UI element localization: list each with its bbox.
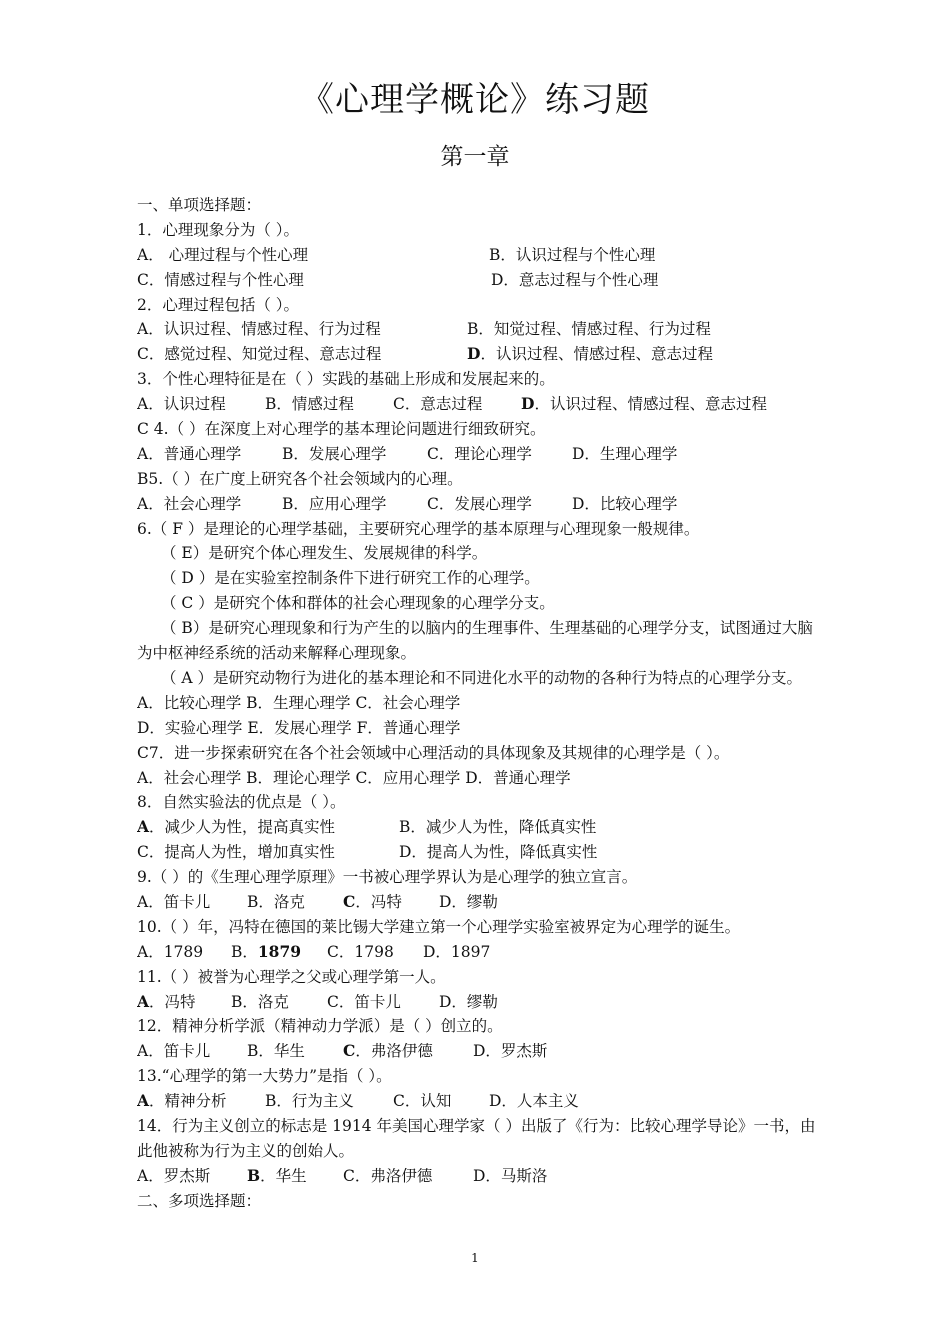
question-8: 8．自然实验法的优点是（ ）。 xyxy=(137,793,346,812)
question-1-options-row-2 xyxy=(137,268,819,293)
option: B．情感过程 xyxy=(265,395,354,414)
question-12-options xyxy=(137,1039,819,1064)
question-5: B5.（ ）在广度上研究各个社会领域内的心理。 xyxy=(137,469,463,488)
option: C．感觉过程、知觉过程、意志过程 xyxy=(137,345,382,364)
option-text: ．减少人为性，提高真实性 xyxy=(149,818,336,837)
option: A．笛卡儿 xyxy=(137,1042,211,1061)
question-6-item: （ A ）是研究动物行为进化的基本理论和不同进化水平的动物的各种行为特点的心理学分支。 xyxy=(161,668,803,687)
option: D．1897 xyxy=(423,942,491,961)
option-text: ．冯特 xyxy=(355,892,402,911)
option xyxy=(137,815,399,840)
option: B．华生 xyxy=(247,1042,305,1061)
option: D．比较心理学 xyxy=(572,494,678,513)
option: A．罗杰斯 xyxy=(137,1166,211,1185)
option: C．1798 xyxy=(327,942,394,961)
option: B．认识过程与个性心理 xyxy=(489,245,656,264)
option-letter: B． xyxy=(231,942,258,961)
option: B．洛克 xyxy=(231,992,289,1011)
question-content xyxy=(137,193,819,1214)
option: B．应用心理学 xyxy=(282,494,387,513)
option: C．理论心理学 xyxy=(427,444,532,463)
question-10: 10.（ ）年，冯特在德国的莱比锡大学建立第一个心理学实验室被界定为心理学的诞生。 xyxy=(137,917,741,936)
option-text: ．认识过程、情感过程、意志过程 xyxy=(480,345,713,364)
question-6-item: （ C ）是研究个体和群体的社会心理现象的心理学分支。 xyxy=(161,594,555,613)
option-text: ．冯特 xyxy=(149,992,196,1011)
option: B．发展心理学 xyxy=(282,444,387,463)
option: D．意志过程与个性心理 xyxy=(491,270,659,289)
option: C．笛卡儿 xyxy=(327,992,401,1011)
question-6-item: （ E）是研究个体心理发生、发展规律的科学。 xyxy=(161,544,488,563)
option: C．提高人为性，增加真实性 xyxy=(137,843,335,862)
option: D．缪勒 xyxy=(439,992,498,1011)
option-text: ．精神分析 xyxy=(149,1092,227,1111)
question-12: 12．精神分析学派（精神动力学派）是（ ）创立的。 xyxy=(137,1017,503,1036)
question-8-options-row-1 xyxy=(137,815,819,840)
question-14: 14．行为主义创立的标志是 1914 年美国心理学家（ ）出版了《行为：比较心理学导论》一书，由此他被称为行为主义的创始人。 xyxy=(137,1117,816,1160)
option xyxy=(137,1089,265,1114)
question-9-options xyxy=(137,890,819,915)
question-6-item: （ B）是研究心理现象和行为产生的以脑内的生理事件、生理基础的心理学分支，试图通过大脑为中枢神经系统的活动来解释心理现象。 xyxy=(137,619,813,663)
option: B．减少人为性，降低真实性 xyxy=(399,818,597,837)
option xyxy=(467,342,713,367)
option-text: 1879 xyxy=(257,941,302,961)
question-7: C7．进一步探索研究在各个社会领域中心理活动的具体现象及其规律的心理学是（ ）。 xyxy=(137,743,730,762)
section-heading-multiple-choice: 二、多项选择题： xyxy=(137,1191,262,1210)
option: D．人本主义 xyxy=(489,1092,579,1111)
option: A．笛卡儿 xyxy=(137,892,211,911)
option-text: ．认识过程、情感过程、意志过程 xyxy=(534,395,767,414)
question-2-options-row-1 xyxy=(137,317,819,342)
option: D．罗杰斯 xyxy=(473,1042,548,1061)
option: B．行为主义 xyxy=(265,1092,354,1111)
option xyxy=(231,940,327,965)
option: D．生理心理学 xyxy=(572,444,678,463)
option: C．意志过程 xyxy=(393,395,483,414)
option: D．马斯洛 xyxy=(473,1166,548,1185)
option: C．弗洛伊德 xyxy=(343,1166,433,1185)
question-3: 3．个性心理特征是在（ ）实践的基础上形成和发展起来的。 xyxy=(137,370,555,389)
option xyxy=(247,1164,343,1189)
page-number: 1 xyxy=(471,1251,479,1265)
question-13: 13.“心理学的第一大势力”是指（ ）。 xyxy=(137,1067,392,1086)
question-9: 9.（ ）的《生理心理学原理》一书被心理学界认为是心理学的独立宣言。 xyxy=(137,868,638,887)
option xyxy=(137,990,231,1015)
option: A．普通心理学 xyxy=(137,444,242,463)
option-letter: C xyxy=(343,1041,356,1061)
question-14-options xyxy=(137,1164,819,1189)
option xyxy=(521,392,767,417)
option-text: ．华生 xyxy=(260,1166,307,1185)
option-text: ．弗洛伊德 xyxy=(355,1042,433,1061)
question-6-options-row-2: D．实验心理学 E．发展心理学 F．普通心理学 xyxy=(137,718,461,737)
question-6-item: （ D ）是在实验室控制条件下进行研究工作的心理学。 xyxy=(161,569,540,588)
option: A．1789 xyxy=(137,942,204,961)
chapter-heading: 第一章 xyxy=(440,144,510,170)
option: D．缪勒 xyxy=(439,892,498,911)
option-letter: A xyxy=(137,1091,150,1111)
option: A．社会心理学 xyxy=(137,494,242,513)
question-11-options xyxy=(137,990,819,1015)
question-2: 2．心理过程包括（ ）。 xyxy=(137,295,300,314)
option-letter: D xyxy=(467,344,481,364)
question-2-options-row-2 xyxy=(137,342,819,367)
option: D．提高人为性，降低真实性 xyxy=(399,843,598,862)
option xyxy=(343,1039,473,1064)
question-1-options-row-1 xyxy=(137,243,819,268)
question-4: C 4.（ ）在深度上对心理学的基本理论问题进行细致研究。 xyxy=(137,420,546,439)
option: C．发展心理学 xyxy=(427,494,532,513)
section-heading-single-choice: 一、单项选择题： xyxy=(137,196,262,214)
option-letter: A xyxy=(137,991,150,1011)
option: A．认识过程、情感过程、行为过程 xyxy=(137,320,381,339)
question-6: 6.（ F ）是理论的心理学基础，主要研究心理学的基本原理与心理现象一般规律。 xyxy=(137,519,700,538)
question-8-options-row-2 xyxy=(137,840,819,865)
question-6-options-row-1: A．比较心理学 B．生理心理学 C．社会心理学 xyxy=(137,693,461,712)
question-1: 1．心理现象分为（ ）。 xyxy=(137,220,300,239)
option xyxy=(343,890,439,915)
option: C．情感过程与个性心理 xyxy=(137,270,304,289)
option: A．认识过程 xyxy=(137,395,226,414)
option-letter: C xyxy=(343,891,356,911)
document-title: 《心理学概论》练习题 xyxy=(300,80,650,120)
option: B．知觉过程、情感过程、行为过程 xyxy=(467,320,711,339)
option-letter: B xyxy=(247,1165,261,1185)
option-letter: A xyxy=(137,817,150,837)
question-13-options xyxy=(137,1089,819,1114)
question-5-options xyxy=(137,492,819,517)
option: C．认知 xyxy=(393,1092,452,1111)
question-11: 11.（ ）被誉为心理学之父或心理学第一人。 xyxy=(137,967,446,986)
option: B．洛克 xyxy=(247,892,305,911)
option: A． 心理过程与个性心理 xyxy=(137,245,309,264)
question-7-options: A．社会心理学 B．理论心理学 C．应用心理学 D．普通心理学 xyxy=(137,768,571,787)
question-3-options xyxy=(137,392,819,417)
option-letter: D xyxy=(521,394,535,414)
question-4-options xyxy=(137,442,819,467)
question-10-options xyxy=(137,940,819,965)
